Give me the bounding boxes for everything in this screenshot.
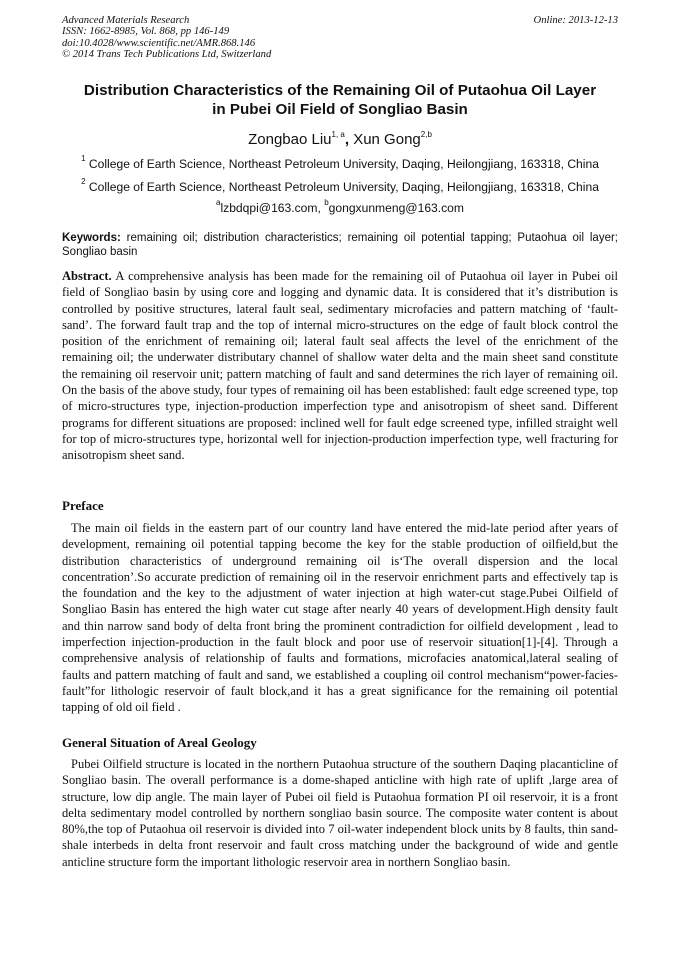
affiliation-2-text: College of Earth Science, Northeast Petroleum University, Daqing, Heilongjiang, 163318, China: [88, 180, 599, 194]
preface-heading: Preface: [62, 498, 104, 513]
online-date: Online: 2013-12-13: [533, 15, 618, 26]
copyright-line: © 2014 Trans Tech Publications Ltd, Switzerland: [62, 49, 272, 61]
email-1: lzbdqpi@163.com: [220, 201, 318, 215]
affiliation-2-mark: 2: [81, 177, 86, 186]
title-line-2: in Pubei Oil Field of Songliao Basin: [212, 101, 468, 118]
affiliation-1-text: College of Earth Science, Northeast Petroleum University, Daqing, Heilongjiang, 163318, China: [88, 157, 599, 171]
doi-line: doi:10.4028/www.scientific.net/AMR.868.146: [62, 37, 256, 49]
journal-header: [62, 15, 618, 61]
abstract-label: Abstract.: [62, 269, 112, 283]
affiliation-1: [62, 154, 618, 172]
email-separator: ,: [317, 201, 325, 215]
affiliation-1-mark: 1: [81, 154, 86, 163]
keywords-label: Keywords:: [62, 232, 121, 244]
email-1-mark: a: [216, 198, 221, 207]
issn-line: ISSN: 1662-8985, Vol. 868, pp 146-149: [62, 26, 230, 38]
author-emails: [62, 198, 618, 216]
author-1: Zongbao Liu: [248, 131, 332, 148]
author-list: [62, 131, 618, 149]
email-2: gongxunmeng@163.com: [328, 201, 464, 215]
email-2-mark: b: [324, 198, 329, 207]
affiliation-2: [62, 177, 618, 195]
author-1-affil-mark: 1, a: [331, 130, 345, 139]
abstract-text: A comprehensive analysis has been made for the remaining oil of Putaohua oil layer in Pubei oil field of Songliao basin by using core and logging and dynamic data. It is considered that it’s distribution is controlled by positive structures, lateral fault seal, sedimentary microfacies and pattern matching of ‘fault-sand’. The forward fault trap and the top of internal micro-structures on the edge of fault block control the position of the enrichment of remaining oil; lateral fault seal affects the level of the enrichment of the remaining oil; the underwater distributary channel of shallow water delta and the main sheet sand constitute the remaining oil reservoir unit; pattern matching of fault and sand determines the rich layer of remaining oil. On the basis of the above study, four types of remaining oil has been established: fault edge screened type, top of micro-structures type, injection-production imperfection type and anisotropism of sheet sand. Different programs for different situations are proposed: inclined well for fault edge screened type, infilled straight well for top of micro-structures type, horizontal well for injection-production imperfection type, well fracturing for anisotropism sheet sand.: [62, 269, 618, 463]
journal-name: Advanced Materials Research: [62, 15, 190, 26]
author-2: Xun Gong: [353, 131, 421, 148]
title-line-1: Distribution Characteristics of the Remaining Oil of Putaohua Oil Layer: [83, 82, 597, 99]
abstract-block: [62, 268, 618, 464]
keywords-block: [62, 231, 618, 259]
paper-title: [62, 81, 618, 119]
author-separator: ,: [344, 131, 354, 148]
keywords-text: remaining oil; distribution characteristics; remaining oil potential tapping; Putaohua oil layer; Songliao basin: [62, 232, 618, 258]
preface-text: The main oil fields in the eastern part of our country land have entered the mid-late period after years of development, remaining oil potential tapping become the key for the stable production of oilfield,but the distribution characteristics of underground remaining oil is‘The overall dispersion and the local concentration’.So accurate prediction of remaining oil in the reservoir enrichment parts and effectively tap is the foundation and the key to the adjustment of water injection at high water-cut stage.Pubei Oilfield of Songliao Basin has entered the high water cut stage after nearly 40 years of development.High density fault and thin narrow sand body of delta front bring the prominent contradiction for oilfield development , lead to imperfection injection-production in the fault block and poor use of reservoir situation[1]-[4]. Through a comprehensive analysis of relationship of faults and formations, microfacies anatomical,lateral sealing of faults and pattern matching of fault and sand, we established a coupling oil control mechanism“power-facies-fault”for lithologic reservoir of fault block,and it has a great significance for the remaining oil potential tapping of old oil field .: [62, 521, 618, 715]
geology-text: Pubei Oilfield structure is located in the northern Putaohua structure of the southern Daqing placanticline of Songliao basin. The overall performance is a dome-shaped anticline with high rate of uplift ,large area of structure, low dip angle. The main layer of Pubei oil field is Putaohua formation PI oil reservoir, it is a front delta sedimentary model controlled by northern songliao basin source. The composite water content is about 80%,the top of Putaohua oil reservoir is divided into 7 oil-water independent block units by 8 faults, thin sand-shale interbeds in delta front reservoir and fault cross matching under the background of wide and gentle anticline structure form the important lithologic reservoir area in northern Songliao basin.: [62, 757, 618, 869]
author-2-affil-mark: 2,b: [420, 130, 432, 139]
geology-heading: General Situation of Areal Geology: [62, 735, 257, 750]
